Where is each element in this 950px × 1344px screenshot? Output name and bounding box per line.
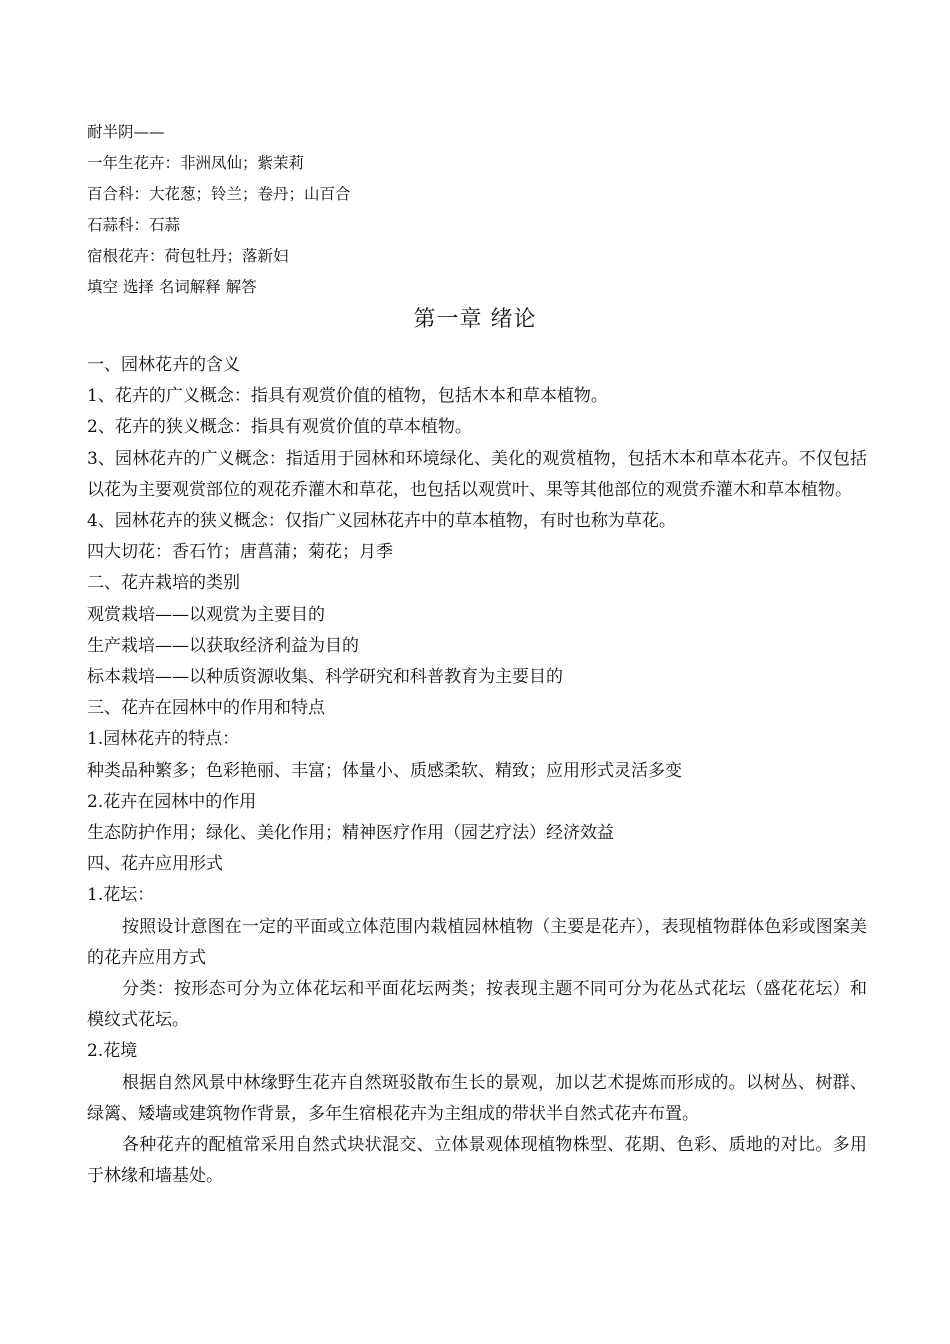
paragraph: 根据自然风景中林缘野生花卉自然斑驳散布生长的景观，加以艺术提炼而形成的。以树丛、树群、绿篱、矮墙或建筑物作背景，多年生宿根花卉为主组成的带状半自然式花卉布置。 bbox=[87, 1072, 867, 1124]
section-heading: 三、花卉在园林中的作用和特点 bbox=[87, 698, 325, 719]
definition-item: 3、园林花卉的广义概念：指适用于园林和环境绿化、美化的观赏植物，包括木本和草本花卉。不仅包括以花为主要观赏部位的观花乔灌木和草花，也包括以观赏叶、果等其他部位的观赏乔灌木和草本植物。 bbox=[87, 448, 867, 500]
chapter-body bbox=[87, 350, 867, 1192]
cultivation-type: 标本栽培——以种质资源收集、科学研究和科普教育为主要目的 bbox=[87, 667, 563, 688]
subsection-text: 生态防护作用；绿化、美化作用；精神医疗作用（园艺疗法）经济效益 bbox=[87, 823, 614, 844]
intro-line: 一年生花卉：非洲凤仙；紫茉莉 bbox=[87, 154, 305, 172]
intro-line: 耐半阴—— bbox=[87, 123, 165, 141]
paragraph: 按照设计意图在一定的平面或立体范围内栽植园林植物（主要是花卉），表现植物群体色彩或图案美的花卉应用方式 bbox=[87, 916, 867, 968]
subsection-heading: 2.花卉在园林中的作用 bbox=[87, 791, 257, 812]
subsection-heading: 1.花坛： bbox=[87, 885, 155, 906]
paragraph: 分类：按形态可分为立体花坛和平面花坛两类；按表现主题不同可分为花丛式花坛（盛花花坛）和模纹式花坛。 bbox=[87, 979, 867, 1031]
chapter-title: 第一章 绪论 bbox=[413, 307, 537, 332]
subsection-heading: 1.园林花卉的特点： bbox=[87, 729, 240, 750]
subsection-heading: 2.花境 bbox=[87, 1041, 138, 1062]
cut-flowers-note: 四大切花：香石竹；唐菖蒲；菊花；月季 bbox=[87, 542, 393, 563]
intro-line: 百合科：大花葱；铃兰；卷丹；山百合 bbox=[87, 185, 351, 203]
definition-item: 4、园林花卉的狭义概念：仅指广义园林花卉中的草本植物，有时也称为草花。 bbox=[87, 511, 676, 532]
cultivation-type: 观赏栽培——以观赏为主要目的 bbox=[87, 604, 325, 625]
definition-item: 2、花卉的狭义概念：指具有观赏价值的草本植物。 bbox=[87, 417, 472, 438]
paragraph: 各种花卉的配植常采用自然式块状混交、立体景观体现植物株型、花期、色彩、质地的对比。多用于林缘和墙基处。 bbox=[87, 1135, 867, 1187]
intro-line: 宿根花卉：荷包牡丹；落新妇 bbox=[87, 247, 289, 265]
section-heading: 四、花卉应用形式 bbox=[87, 854, 223, 875]
section-heading: 二、花卉栽培的类别 bbox=[87, 573, 240, 594]
intro-line: 填空 选择 名词解释 解答 bbox=[87, 278, 257, 296]
cultivation-type: 生产栽培——以获取经济利益为目的 bbox=[87, 635, 359, 656]
intro-line: 石蒜科：石蒜 bbox=[87, 216, 181, 234]
definition-item: 1、花卉的广义概念：指具有观赏价值的植物，包括木本和草本植物。 bbox=[87, 386, 608, 407]
intro-notes bbox=[87, 117, 867, 303]
subsection-text: 种类品种繁多；色彩艳丽、丰富；体量小、质感柔软、精致；应用形式灵活多变 bbox=[87, 760, 682, 781]
section-heading: 一、园林花卉的含义 bbox=[87, 355, 240, 375]
